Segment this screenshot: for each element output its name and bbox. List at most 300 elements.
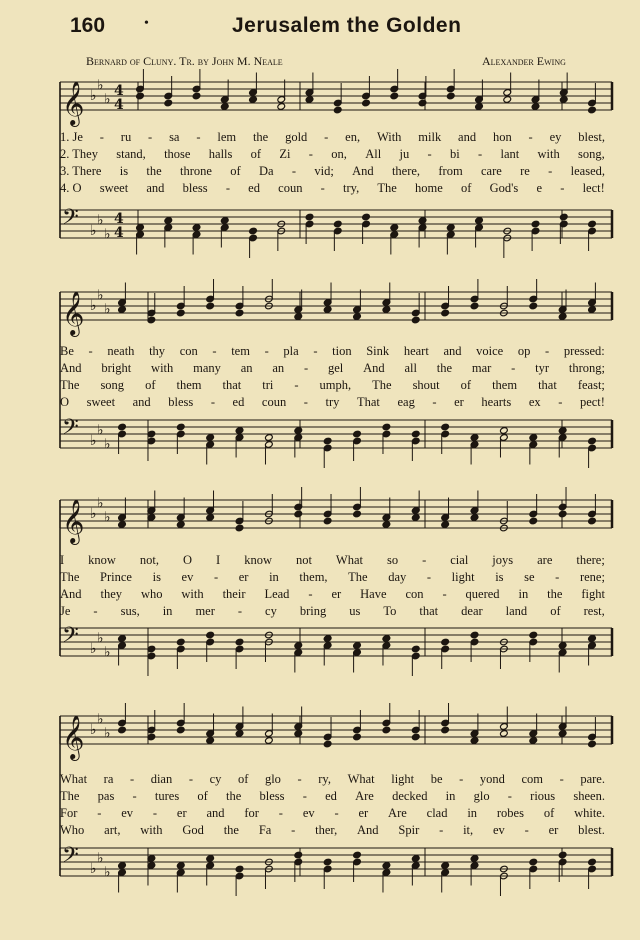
lyric-syllable: song, (578, 147, 605, 161)
notehead (559, 213, 568, 221)
lyric-syllable: - (99, 130, 104, 144)
lyric-syllable: home (415, 181, 443, 195)
notehead (441, 521, 450, 529)
flat-icon: ♭ (104, 436, 111, 453)
lyric-syllable: the (226, 789, 242, 803)
notehead (470, 855, 479, 863)
lyric-syllable: pressed: (563, 344, 605, 358)
lyric-syllable: re (520, 164, 530, 178)
lyric-syllable: - (152, 806, 158, 820)
lyric-syllable: er (238, 570, 249, 584)
lyric-syllable: there; (576, 553, 605, 567)
lyric-syllable: vid; (314, 164, 334, 178)
hymn-title: Jerusalem the Golden (232, 14, 462, 37)
notehead (446, 92, 455, 100)
lyric-syllable: - (528, 130, 533, 144)
notehead (411, 645, 420, 653)
notehead (176, 726, 185, 734)
notehead (176, 638, 185, 646)
notehead (362, 99, 371, 107)
hymn-number: 160 (70, 14, 106, 37)
lyric-syllable: 4. O (60, 181, 82, 195)
lyric-syllable: lem (217, 130, 237, 144)
flat-icon: ♭ (104, 91, 111, 108)
notehead (206, 737, 215, 745)
lyric-syllable: lect! (582, 181, 605, 195)
time-signature-bottom: 4 (114, 225, 124, 241)
lyric-syllable: white. (574, 806, 605, 820)
lyric-syllable: pare. (580, 772, 605, 786)
lyric-syllable: is (495, 570, 504, 584)
lyric-syllable: The (60, 570, 80, 584)
notehead (294, 642, 303, 650)
lyric-syllable: bless (259, 789, 285, 803)
lyric-syllable: pla (283, 344, 299, 358)
notehead (206, 514, 215, 522)
music-credit: Alexander Ewing (482, 54, 566, 68)
lyric-syllable: yond (479, 772, 505, 786)
lyric-syllable: - (432, 395, 437, 409)
lyric-syllable: - (132, 789, 137, 803)
lyric-syllable: ex (528, 395, 541, 409)
lyric-syllable: sweet (99, 181, 129, 195)
notehead (353, 313, 362, 321)
notehead (235, 865, 244, 873)
lyric-syllable: clad (426, 806, 448, 820)
notehead (294, 510, 303, 518)
notehead (333, 220, 342, 228)
lyric-syllable: - (511, 361, 516, 375)
notehead (441, 726, 450, 734)
lyric-syllable: se (524, 570, 535, 584)
lyric-syllable: ju (399, 147, 410, 161)
notehead (164, 217, 173, 225)
lyric-syllable: the (252, 130, 269, 144)
lyric-syllable: - (478, 147, 483, 161)
lyric-syllable: lant (500, 147, 520, 161)
flat-icon: ♭ (90, 722, 97, 738)
notehead (305, 213, 314, 221)
flat-icon: ♭ (97, 711, 104, 728)
lyric-syllable: - (304, 361, 309, 375)
lyric-syllable: Zi (279, 147, 291, 161)
lyric-syllable: - (442, 587, 447, 601)
flat-icon: ♭ (97, 850, 104, 867)
lyric-line (60, 569, 605, 586)
lyric-syllable: throne (179, 164, 212, 178)
lyric-syllable: Are (355, 789, 374, 803)
lyric-syllable: God (182, 823, 204, 837)
lyric-line (60, 771, 605, 788)
lyric-syllable: glo (264, 772, 281, 786)
notehead (411, 733, 420, 741)
lyric-syllable: tures (154, 789, 180, 803)
lyric-line (60, 805, 605, 822)
bass-clef-icon: 𝄢 (62, 205, 79, 235)
flat-icon: ♭ (104, 301, 111, 318)
lyric-syllable: gel (328, 361, 344, 375)
lyric-syllable: O (60, 395, 70, 409)
notehead (418, 217, 427, 225)
lyric-syllable: their (222, 587, 246, 601)
notehead (588, 740, 597, 748)
notehead (294, 427, 303, 435)
lyric-syllable: ther, (315, 823, 338, 837)
notehead (249, 227, 258, 235)
lyric-syllable: ev (121, 806, 134, 820)
lyric-syllable: shout (412, 378, 440, 392)
notehead (323, 306, 332, 314)
lyric-syllable: that (538, 378, 557, 392)
lyric-syllable: joys (492, 553, 514, 567)
notehead (558, 427, 567, 435)
lyric-line (60, 822, 605, 839)
lyric-syllable: - (291, 823, 296, 837)
notehead (176, 423, 185, 431)
lyric-syllable: What (60, 772, 88, 786)
lyric-syllable: in (269, 570, 279, 584)
lyric-syllable: The (377, 181, 397, 195)
lyric-syllable: not, (139, 553, 160, 567)
lyric-syllable: pect! (579, 395, 605, 409)
lyric-syllable: care (481, 164, 502, 178)
lyric-syllable: - (225, 181, 230, 195)
flat-icon: ♭ (97, 630, 104, 647)
notehead (382, 862, 391, 870)
lyric-syllable: for (244, 806, 259, 820)
bass-clef-icon: 𝄢 (62, 843, 79, 873)
lyric-syllable: halls (208, 147, 233, 161)
lyric-syllable: That (356, 395, 380, 409)
flat-icon: ♭ (90, 506, 97, 522)
lyric-syllable: ra (103, 772, 114, 786)
notehead (220, 103, 229, 111)
lyric-syllable: ev (181, 570, 194, 584)
lyric-syllable: ev (492, 823, 505, 837)
flat-icon: ♭ (104, 509, 111, 526)
lyric-syllable: - (97, 806, 102, 820)
lyric-syllable: For (60, 806, 78, 820)
notehead (503, 96, 512, 104)
lyric-syllable: dear (461, 604, 483, 618)
lyric-syllable: gold (285, 130, 308, 144)
notehead (118, 726, 127, 734)
notehead (362, 213, 371, 221)
notehead (323, 437, 332, 445)
treble-clef-icon: 𝄞 (62, 81, 85, 125)
notehead (441, 309, 450, 317)
lyric-syllable: - (426, 570, 432, 584)
lyric-syllable: hon (492, 130, 512, 144)
lyric-syllable: know (244, 553, 272, 567)
notehead (382, 423, 391, 431)
lyric-syllable: And (60, 361, 82, 375)
notehead (529, 737, 538, 745)
lyric-line (60, 586, 605, 603)
lyric-syllable: 1. Je (60, 130, 83, 144)
lyric-syllable: ed (325, 789, 337, 803)
lyric-line (60, 360, 605, 377)
lyric-syllable: ru (120, 130, 132, 144)
lyric-syllable: them (176, 378, 202, 392)
lyric-syllable: - (294, 378, 299, 392)
notehead (382, 635, 391, 643)
notehead (305, 96, 314, 104)
lyric-syllable: thy (149, 344, 166, 358)
notehead (390, 224, 399, 232)
lyric-syllable: sa (169, 130, 180, 144)
lyric-syllable: that (419, 604, 439, 618)
lyric-syllable: mer (195, 604, 215, 618)
lyrics-system-3 (60, 552, 605, 620)
notehead (558, 851, 567, 859)
lyric-syllable: O (183, 553, 193, 567)
lyric-syllable: of (145, 378, 156, 392)
lyric-syllable: Je (60, 604, 71, 618)
notehead (558, 642, 567, 650)
lyric-syllable: - (188, 772, 193, 786)
notehead (118, 423, 127, 431)
notehead (353, 851, 362, 859)
lyric-syllable: - (558, 395, 563, 409)
lyric-syllable: - (560, 181, 565, 195)
lyric-syllable: - (308, 147, 313, 161)
words-credit: Bernard of Cluny. Tr. by John M. Neale (86, 54, 283, 68)
notehead (220, 217, 229, 225)
notehead (531, 103, 540, 111)
lyric-line (60, 343, 605, 360)
lyric-syllable: hearts (481, 395, 512, 409)
notehead (588, 517, 597, 525)
lyric-syllable: - (303, 395, 308, 409)
notehead (235, 638, 244, 646)
flat-icon: ♭ (104, 226, 111, 243)
notehead (206, 302, 215, 310)
lyric-syllable: blest, (578, 130, 605, 144)
lyric-syllable: - (291, 164, 297, 178)
flat-icon: ♭ (97, 287, 104, 304)
lyric-syllable: - (459, 772, 464, 786)
lyric-syllable: Lead (264, 587, 290, 601)
lyric-syllable: with (537, 147, 560, 161)
lyric-syllable: And (60, 587, 82, 601)
lyric-syllable: mar (471, 361, 492, 375)
lyric-syllable: - (88, 344, 93, 358)
notehead (176, 521, 185, 529)
lyric-line (60, 394, 605, 411)
lyric-syllable: - (93, 604, 98, 618)
lyric-syllable: - (237, 604, 243, 618)
lyric-syllable: are (537, 553, 553, 567)
lyric-syllable: and (458, 130, 477, 144)
lyric-syllable: rest, (583, 604, 605, 618)
notehead (559, 96, 568, 104)
notehead (118, 521, 127, 529)
flat-icon: ♭ (97, 422, 104, 439)
lyric-syllable: - (297, 772, 302, 786)
notehead (353, 733, 362, 741)
notehead (470, 302, 479, 310)
notehead (529, 302, 538, 310)
lyric-syllable: er (358, 806, 369, 820)
notehead (588, 306, 597, 314)
lyric-syllable: - (324, 130, 329, 144)
notehead (418, 99, 427, 107)
lyric-syllable: With (376, 130, 402, 144)
flat-icon: ♭ (104, 644, 111, 661)
lyric-syllable: Da (258, 164, 274, 178)
lyric-syllable: glo (473, 789, 490, 803)
notehead (529, 434, 538, 442)
lyric-syllable: ry, (318, 772, 331, 786)
notehead (531, 220, 540, 228)
notehead (294, 313, 303, 321)
lyric-syllable: and (146, 181, 165, 195)
notehead (446, 224, 455, 232)
flat-icon: ♭ (97, 77, 104, 94)
lyric-syllable: What (335, 553, 363, 567)
lyric-syllable: in (445, 789, 456, 803)
lyric-syllable: of (237, 772, 249, 786)
lyric-syllable: eag (397, 395, 415, 409)
lyric-syllable: ed (232, 395, 245, 409)
lyric-syllable: - (308, 587, 313, 601)
lyric-syllable: bless (168, 395, 194, 409)
notehead (265, 737, 274, 745)
lyric-syllable: on, (331, 147, 347, 161)
lyric-syllable: land (505, 604, 528, 618)
flat-icon: ♭ (90, 861, 97, 877)
lyric-syllable: - (555, 570, 560, 584)
lyric-syllable: feast; (577, 378, 605, 392)
lyrics-system-2 (60, 343, 605, 411)
lyric-syllable: - (439, 823, 444, 837)
notehead (176, 862, 185, 870)
lyric-syllable: bi (449, 147, 460, 161)
lyric-line (60, 163, 605, 180)
lyric-syllable: tion (332, 344, 352, 358)
lyric-syllable: To (383, 604, 397, 618)
lyric-syllable: in (162, 604, 173, 618)
flat-icon: ♭ (90, 641, 97, 657)
lyric-syllable: pas (97, 789, 115, 803)
treble-clef-icon: 𝄞 (62, 499, 85, 543)
lyric-syllable: song (100, 378, 125, 392)
flat-icon: ♭ (104, 864, 111, 881)
lyric-syllable: the (146, 164, 162, 178)
notehead (353, 430, 362, 438)
lyric-syllable: of (543, 806, 555, 820)
lyric-syllable: of (461, 181, 472, 195)
lyric-syllable: - (210, 395, 215, 409)
notehead (323, 740, 332, 748)
lyric-syllable: try (325, 395, 340, 409)
notehead (529, 858, 538, 866)
lyric-syllable: er (454, 395, 464, 409)
lyric-syllable: - (129, 772, 135, 786)
lyric-syllable: Sink (366, 344, 390, 358)
lyric-syllable: - (334, 806, 339, 820)
notehead (277, 103, 286, 111)
notehead (390, 92, 399, 100)
lyric-syllable: The (60, 378, 80, 392)
notehead (118, 306, 127, 314)
treble-clef-icon: 𝄞 (62, 715, 85, 759)
notehead (558, 313, 567, 321)
notehead (294, 730, 303, 738)
lyric-syllable: there, (391, 164, 421, 178)
lyric-syllable: blest. (578, 823, 605, 837)
lyric-syllable: tri (262, 378, 274, 392)
notehead (206, 855, 215, 863)
lyric-syllable: - (524, 823, 529, 837)
lyric-syllable: who (140, 587, 163, 601)
notehead (176, 309, 185, 317)
lyric-line (60, 788, 605, 805)
notehead (475, 103, 484, 111)
notehead (470, 434, 479, 442)
notehead (235, 309, 244, 317)
flat-icon: ♭ (97, 495, 104, 512)
notehead (192, 224, 201, 232)
lyric-syllable: - (264, 344, 269, 358)
lyric-syllable: the (436, 361, 453, 375)
notehead (206, 631, 215, 639)
lyric-syllable: it, (463, 823, 474, 837)
lyric-syllable: er (331, 587, 342, 601)
lyric-syllable: them, (299, 570, 328, 584)
lyric-syllable: in (467, 806, 478, 820)
lyric-syllable: of (460, 378, 472, 392)
notehead (500, 427, 509, 435)
lyric-syllable: voice (476, 344, 504, 358)
lyric-syllable: Fa (258, 823, 272, 837)
notehead (441, 862, 450, 870)
lyric-syllable: I (216, 553, 221, 567)
lyric-syllable: Are (388, 806, 407, 820)
lyric-syllable: 2. They (60, 147, 98, 161)
lyric-syllable: robes (496, 806, 524, 820)
lyric-syllable: neath (107, 344, 135, 358)
lyric-syllable: light (451, 570, 475, 584)
notehead (249, 96, 258, 104)
lyric-syllable: rene; (579, 570, 605, 584)
notehead (411, 855, 420, 863)
lyric-syllable: com (521, 772, 543, 786)
lyric-syllable: rious (530, 789, 556, 803)
notehead (382, 726, 391, 734)
notehead (441, 638, 450, 646)
lyric-syllable: umph, (319, 378, 352, 392)
lyric-syllable: the (223, 823, 239, 837)
lyric-syllable: bring (299, 604, 327, 618)
lyric-syllable: try, (343, 181, 360, 195)
flat-icon: ♭ (90, 433, 97, 449)
lyric-syllable: of (250, 147, 262, 161)
lyric-syllable: God's (489, 181, 519, 195)
lyric-syllable: that (222, 378, 242, 392)
notehead (294, 851, 303, 859)
lyric-syllable: quered (465, 587, 500, 601)
flat-icon: ♭ (90, 223, 97, 239)
lyric-syllable: Be (60, 344, 74, 358)
lyric-syllable: throng; (568, 361, 605, 375)
lyric-syllable: ed (248, 181, 260, 195)
lyric-syllable: heart (403, 344, 429, 358)
lyric-syllable: of (230, 164, 241, 178)
notehead (333, 106, 342, 114)
lyric-line (60, 603, 605, 620)
